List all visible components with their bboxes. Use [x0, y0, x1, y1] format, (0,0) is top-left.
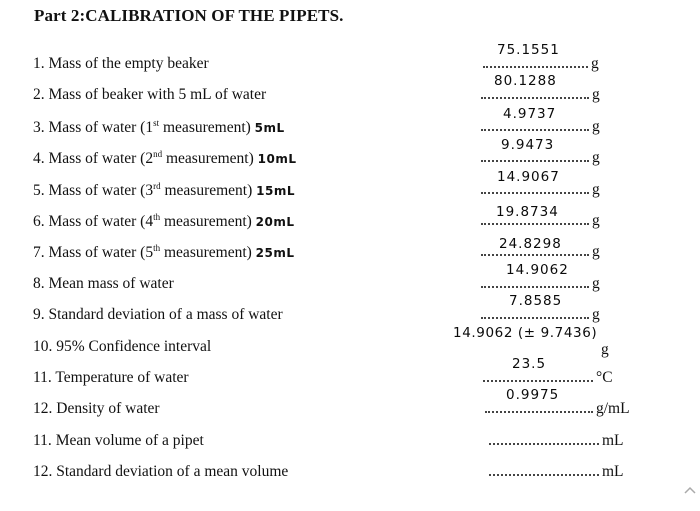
handwritten-volume-note: 15mL — [256, 183, 296, 198]
dotted-line — [481, 309, 589, 319]
item-label — [33, 463, 288, 481]
answer-blank — [481, 306, 600, 324]
item-number: 9. — [33, 306, 45, 324]
handwritten-answer: 23.5 — [512, 355, 547, 372]
list-item — [0, 137, 700, 173]
page-title: Part 2:CALIBRATION OF THE PIPETS. — [34, 6, 344, 25]
dotted-line — [481, 246, 589, 256]
item-number: 12. — [33, 463, 53, 481]
answer-blank — [489, 432, 624, 450]
item-text-end: measurement) — [159, 118, 251, 136]
item-text-end: measurement) — [162, 150, 254, 168]
handwritten-answer: 14.9067 — [497, 168, 560, 185]
handwritten-answer: 4.9737 — [503, 105, 557, 122]
unit-label: g — [592, 274, 600, 292]
item-number: 11. — [33, 431, 52, 449]
item-label — [33, 400, 160, 418]
item-number: 1. — [33, 55, 45, 72]
item-text-start: Mass of water (1 — [48, 118, 154, 136]
answer-blank — [489, 463, 624, 481]
item-text-end: measurement) — [160, 244, 252, 262]
handwritten-answer: 80.1288 — [494, 73, 557, 90]
chevron-up-icon[interactable] — [684, 484, 696, 497]
handwritten-volume-note: 5mL — [254, 120, 285, 135]
item-text-start: Mass of water (4 — [48, 212, 154, 230]
list-item — [0, 73, 700, 110]
item-text: Standard deviation of a mean volume — [56, 463, 289, 481]
item-number: 8. — [33, 274, 45, 292]
dotted-line — [481, 278, 589, 288]
answer-blank — [481, 212, 600, 230]
handwritten-answer: 7.8585 — [509, 293, 563, 310]
unit-label: g — [592, 180, 600, 198]
item-text-start: Mass of water (5 — [48, 244, 154, 262]
item-label — [33, 181, 295, 200]
item-text: Standard deviation of a mass of water — [48, 306, 283, 324]
dotted-line — [481, 121, 589, 131]
list-item — [0, 355, 700, 393]
dotted-line — [481, 184, 589, 194]
item-label — [33, 369, 189, 387]
ordinal-suffix: nd — [153, 149, 163, 160]
item-label — [33, 338, 211, 356]
unit-label: mL — [602, 431, 624, 449]
ordinal-suffix: rd — [153, 180, 161, 191]
handwritten-volume-note: 20mL — [255, 214, 295, 229]
handwritten-answer: 19.8734 — [496, 203, 559, 220]
item-label — [33, 118, 285, 137]
item-text-end: measurement) — [160, 212, 252, 230]
handwritten-answer: 0.9975 — [506, 387, 560, 404]
item-text-start: Mass of water (3 — [48, 181, 154, 199]
list-item — [0, 425, 700, 456]
unit-label: g — [592, 211, 600, 229]
item-text: 95% Confidence interval — [56, 337, 212, 355]
item-number: 4. — [33, 150, 45, 168]
list-item — [0, 324, 700, 362]
list-item — [0, 105, 700, 142]
list-item — [0, 205, 700, 236]
item-text: Mass of the empty beaker — [48, 55, 209, 72]
item-text-end: measurement) — [160, 181, 253, 199]
answer-blank — [481, 149, 600, 167]
item-text: Mean mass of water — [48, 274, 174, 292]
unit-label: g — [592, 306, 600, 324]
dotted-line — [489, 435, 599, 445]
item-label — [33, 149, 297, 168]
item-label — [33, 306, 283, 324]
answer-blank — [481, 275, 600, 293]
answer-blank — [485, 400, 630, 418]
item-label — [33, 275, 174, 293]
dotted-line — [483, 58, 588, 68]
calibration-list — [0, 42, 700, 487]
item-label — [33, 55, 209, 73]
unit-label: g — [591, 55, 599, 72]
item-label — [33, 243, 295, 262]
ordinal-suffix: st — [153, 117, 160, 128]
dotted-line — [485, 403, 593, 413]
item-text: Mass of beaker with 5 mL of water — [48, 86, 267, 104]
item-text: Mean volume of a pipet — [55, 431, 204, 449]
dotted-line — [481, 215, 589, 225]
answer-blank — [598, 341, 609, 359]
handwritten-volume-note: 10mL — [257, 152, 297, 167]
unit-label: g/mL — [596, 400, 630, 418]
handwritten-answer: 75.1551 — [497, 42, 560, 58]
item-number: 6. — [33, 212, 45, 230]
answer-blank — [481, 181, 600, 199]
handwritten-answer: 14.9062 — [506, 261, 569, 278]
item-text: Density of water — [56, 400, 160, 418]
answer-blank — [481, 86, 600, 104]
list-item — [0, 456, 700, 487]
handwritten-answer: 14.9062 (± 9.7436) — [453, 324, 598, 341]
answer-blank — [481, 243, 600, 261]
dotted-line — [481, 89, 589, 99]
list-item — [0, 236, 700, 267]
item-number: 10. — [33, 337, 53, 355]
item-text-start: Mass of water (2 — [48, 150, 154, 168]
item-number: 5. — [33, 181, 45, 199]
ordinal-suffix: th — [153, 211, 161, 222]
unit-label: g — [592, 243, 600, 261]
dotted-line — [489, 466, 599, 476]
dotted-line — [483, 372, 593, 382]
unit-label: g — [592, 117, 600, 135]
dotted-line — [481, 152, 589, 162]
list-item — [0, 261, 700, 299]
unit-label: g — [592, 86, 600, 104]
unit-label: g — [592, 149, 600, 167]
ordinal-suffix: th — [153, 243, 161, 254]
handwritten-answer: 9.9473 — [501, 137, 555, 154]
unit-label: mL — [602, 463, 624, 481]
item-text: Temperature of water — [55, 368, 189, 386]
answer-blank — [483, 55, 599, 73]
item-number: 2. — [33, 86, 45, 104]
list-item — [0, 42, 700, 79]
unit-label: g — [601, 340, 609, 358]
item-label — [33, 86, 266, 104]
item-number: 7. — [33, 244, 45, 262]
item-number: 12. — [33, 400, 53, 418]
handwritten-volume-note: 25mL — [255, 246, 295, 261]
handwritten-answer: 24.8298 — [499, 236, 562, 253]
item-number: 3. — [33, 118, 45, 136]
list-item — [0, 168, 700, 205]
list-item — [0, 387, 700, 424]
answer-blank — [481, 118, 600, 136]
item-number: 11. — [33, 368, 52, 386]
unit-label: °C — [596, 368, 613, 386]
answer-blank — [483, 369, 613, 387]
item-label — [33, 212, 295, 231]
item-label — [33, 432, 204, 450]
